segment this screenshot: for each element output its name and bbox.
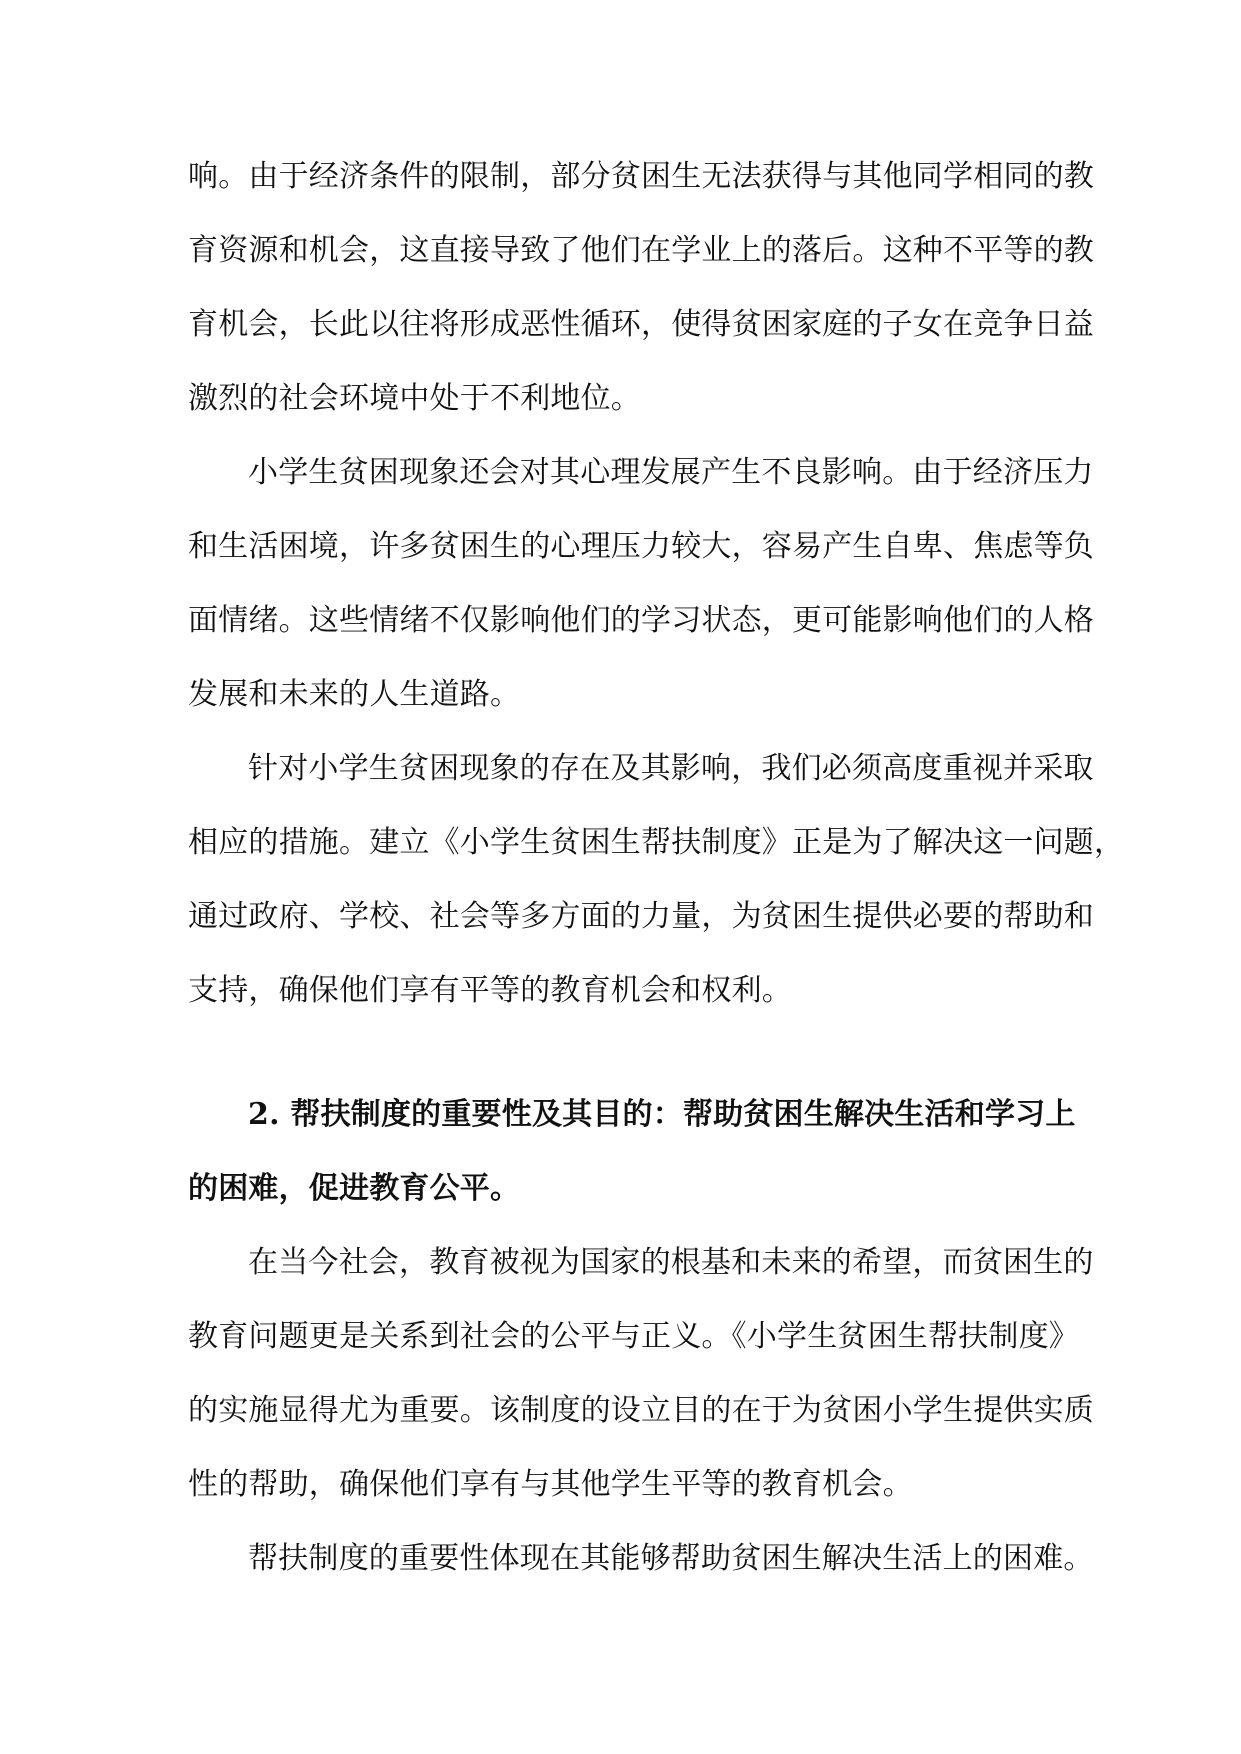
- text-line: 育机会，长此以往将形成恶性循环，使得贫困家庭的子女在竞争日益: [188, 307, 1094, 342]
- paragraph-2: [188, 436, 1094, 732]
- heading-line: 的困难，促进教育公平。: [188, 1171, 521, 1206]
- section-heading: [188, 1078, 1076, 1226]
- paragraph-5: [188, 1522, 1094, 1596]
- text-line: 相应的措施。建立《小学生贫困生帮扶制度》正是为了解决这一问题，: [188, 825, 1125, 860]
- text-line: 和生活困境，许多贫困生的心理压力较大，容易产生自卑、焦虑等负: [188, 529, 1094, 564]
- paragraph-4: [188, 1226, 1094, 1522]
- text-line: 发展和未来的人生道路。: [188, 677, 521, 712]
- section-gap: [188, 1028, 1058, 1078]
- text-line: 帮扶制度的重要性体现在其能够帮助贫困生解决生活上的困难。: [248, 1541, 1094, 1576]
- text-line: 支持，确保他们享有平等的教育机会和权利。: [188, 973, 792, 1008]
- paragraph-1: [188, 140, 1094, 436]
- text-line: 在当今社会，教育被视为国家的根基和未来的希望，而贫困生的: [248, 1245, 1094, 1280]
- text-line: 通过政府、学校、社会等多方面的力量，为贫困生提供必要的帮助和: [188, 899, 1094, 934]
- heading-line: 2. 帮扶制度的重要性及其目的：帮助贫困生解决生活和学习上: [248, 1097, 1076, 1132]
- document-page: [188, 140, 1125, 1596]
- text-line: 性的帮助，确保他们享有与其他学生平等的教育机会。: [188, 1467, 913, 1502]
- text-line: 响。由于经济条件的限制，部分贫困生无法获得与其他同学相同的教: [188, 159, 1094, 194]
- text-line: 面情绪。这些情绪不仅影响他们的学习状态，更可能影响他们的人格: [188, 603, 1094, 638]
- text-line: 的实施显得尤为重要。该制度的设立目的在于为贫困小学生提供实质: [188, 1393, 1094, 1428]
- text-line: 育资源和机会，这直接导致了他们在学业上的落后。这种不平等的教: [188, 233, 1094, 268]
- text-line: 针对小学生贫困现象的存在及其影响，我们必须高度重视并采取: [248, 751, 1094, 786]
- paragraph-3: [188, 732, 1125, 1028]
- text-line: 激烈的社会环境中处于不利地位。: [188, 381, 641, 416]
- text-line: 小学生贫困现象还会对其心理发展产生不良影响。由于经济压力: [248, 455, 1094, 490]
- text-line: 教育问题更是关系到社会的公平与正义。《小学生贫困生帮扶制度》: [188, 1319, 1079, 1354]
